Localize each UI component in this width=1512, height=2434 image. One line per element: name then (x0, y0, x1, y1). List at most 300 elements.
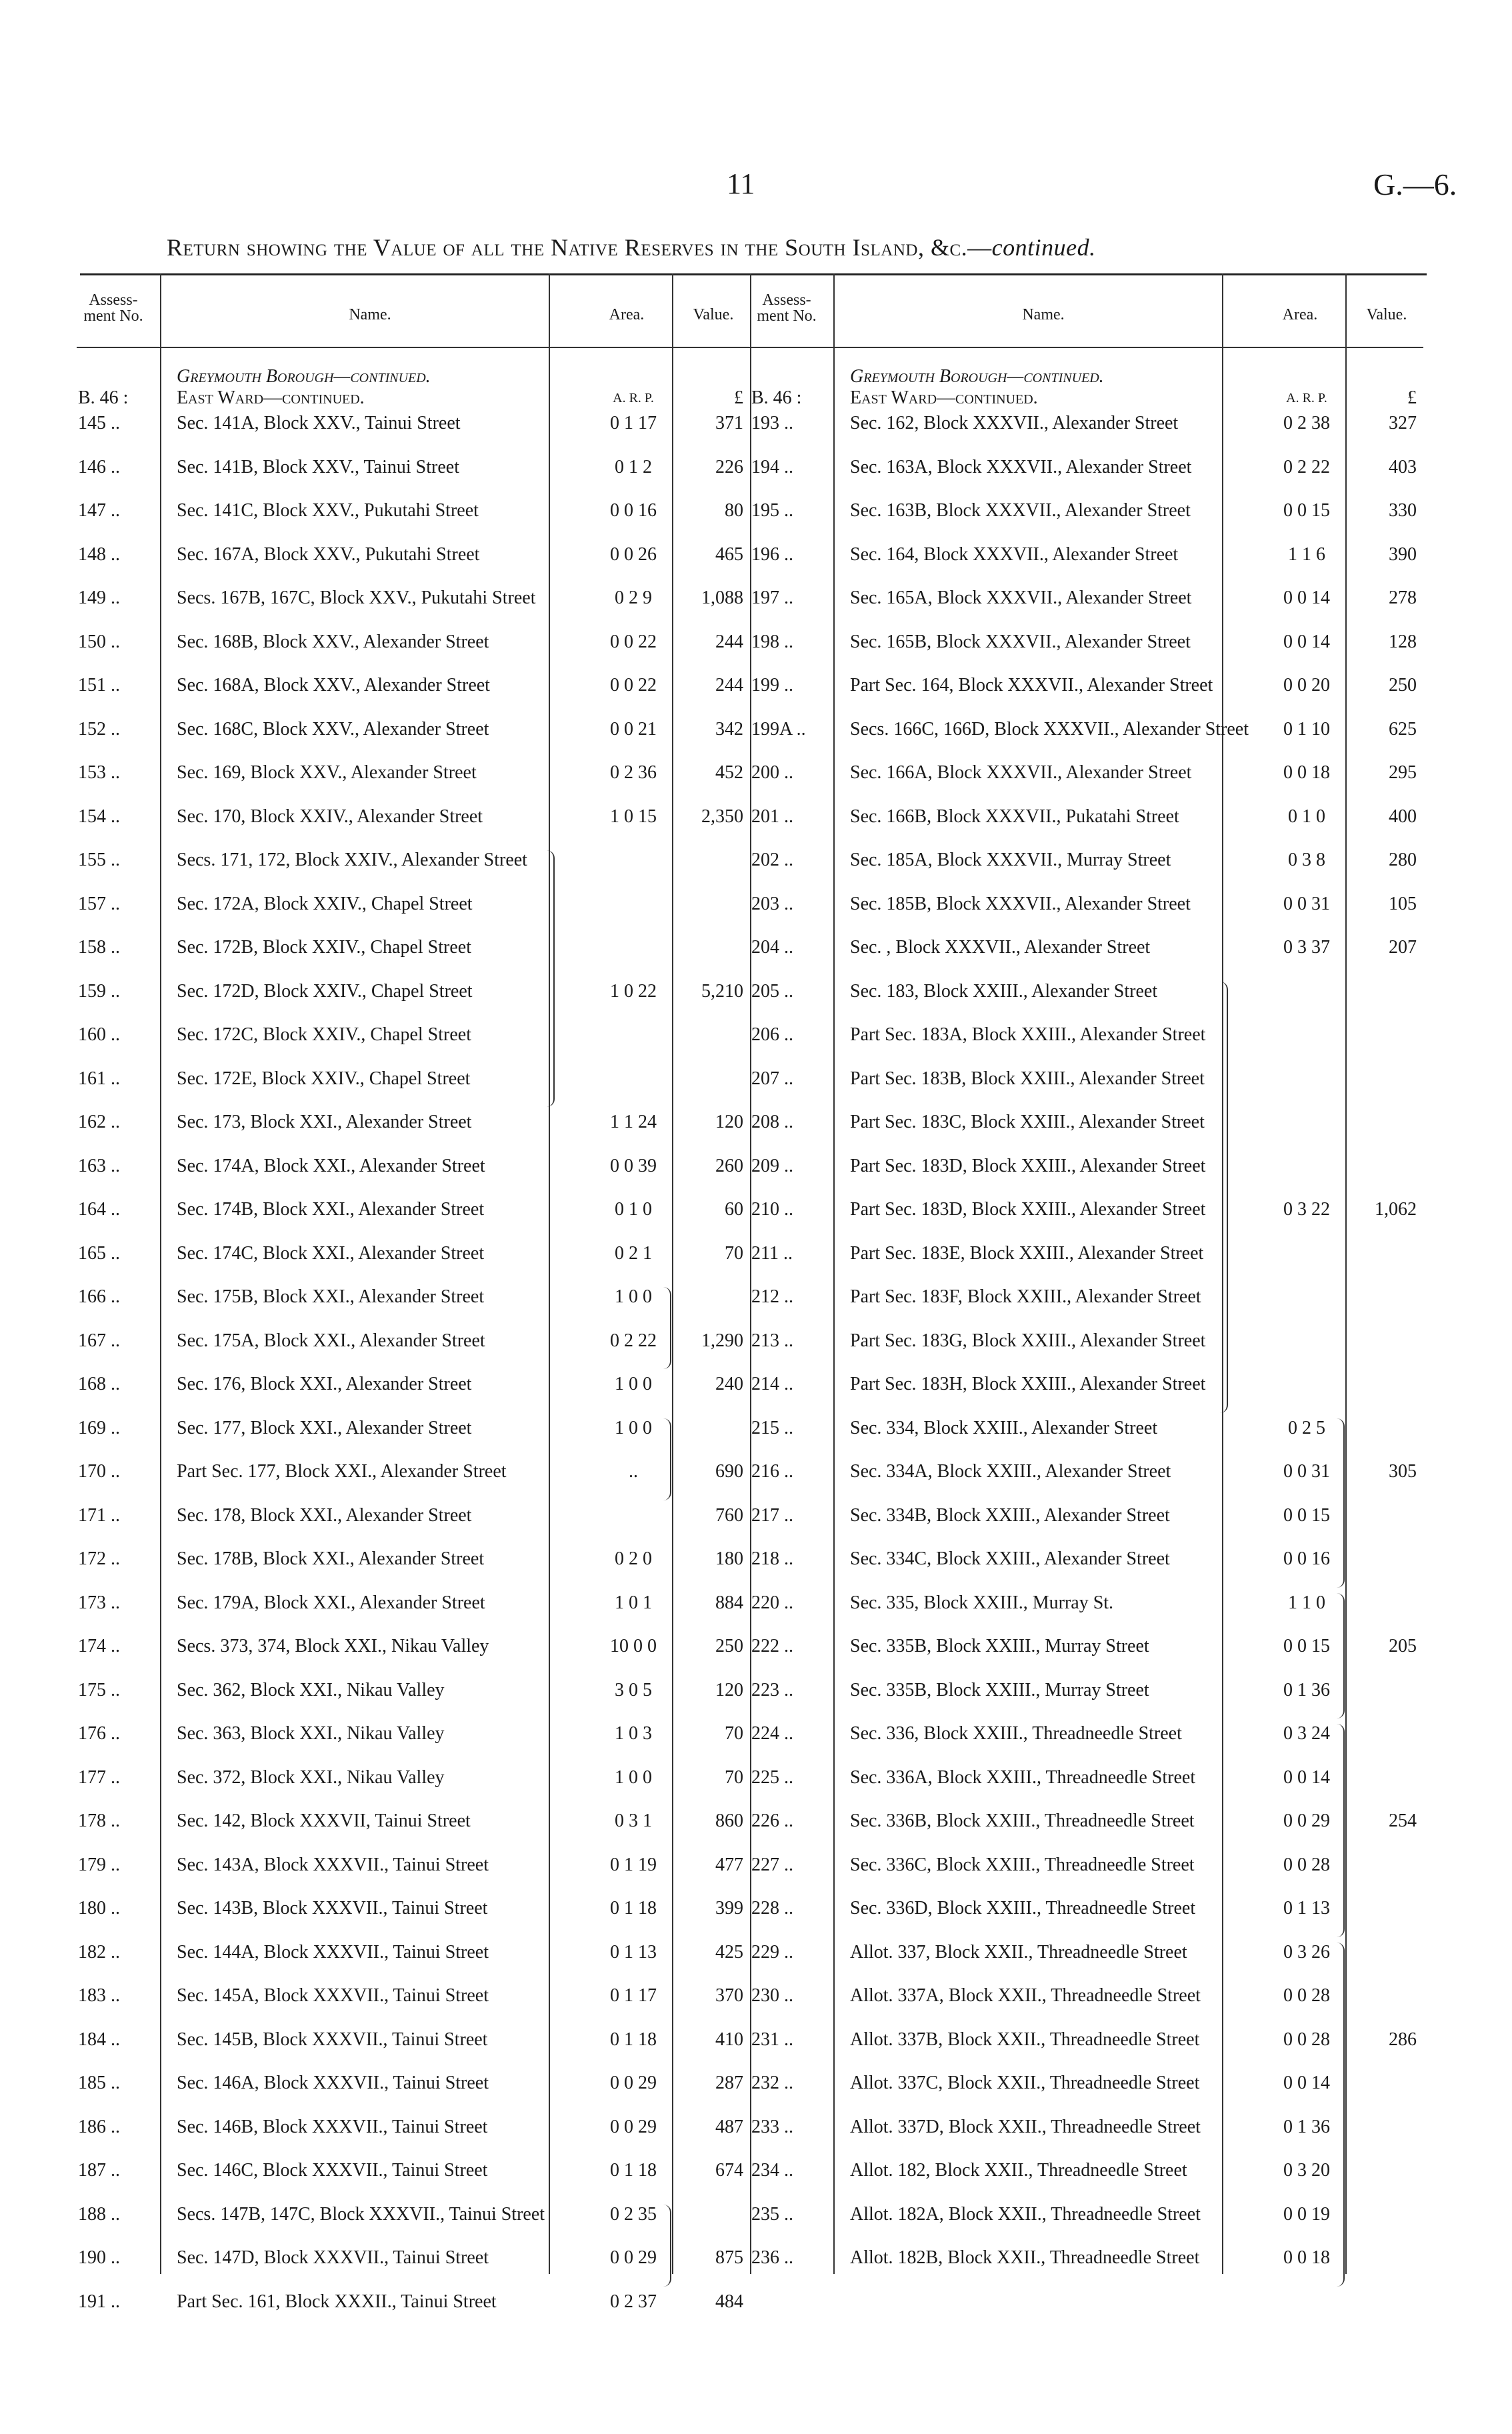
section-description: Sec. 183, Block XXIII., Alexander Street (850, 980, 1158, 1002)
right-table (750, 273, 1423, 2274)
assessment-number: 202 .. (751, 850, 793, 870)
section-description: Sec. 163A, Block XXXVII., Alexander Street (850, 456, 1192, 477)
assessment-number: 216 .. (751, 1461, 793, 1482)
section-description: Sec. 334C, Block XXIII., Alexander Street (850, 1548, 1170, 1569)
value-amount: 487 (715, 2116, 743, 2137)
section-description: Sec. 172B, Block XXIV., Chapel Street (177, 937, 471, 958)
value-amount: 70 (725, 1723, 743, 1744)
assessment-number: 171 .. (78, 1504, 120, 1526)
area-value: 0 0 22 (610, 631, 657, 652)
assessment-number: 179 .. (78, 1854, 120, 1875)
assessment-number: 176 .. (78, 1723, 120, 1744)
value-amount: 2,350 (701, 806, 743, 827)
value-amount: 690 (715, 1461, 743, 1482)
value-amount: 250 (715, 1636, 743, 1656)
assessment-number: 162 .. (78, 1112, 120, 1132)
area-value: 0 2 22 (610, 1330, 657, 1351)
assessment-number: 165 .. (78, 1242, 120, 1264)
value-amount: 399 (715, 1898, 743, 1919)
section-description: Sec. 334, Block XXIII., Alexander Street (850, 1417, 1158, 1438)
section-description: Part Sec. 183H, Block XXIII., Alexander Street (850, 1374, 1206, 1394)
value-amount: 390 (1389, 543, 1417, 565)
area-value: 0 0 15 (1283, 1504, 1330, 1526)
assessment-number: 166 .. (78, 1286, 120, 1307)
area-value: 0 0 29 (610, 2073, 657, 2093)
area-value: 0 0 18 (1283, 762, 1330, 783)
value-amount: 860 (715, 1810, 743, 1831)
column-rule (549, 273, 550, 2274)
assessment-number: 170 .. (78, 1461, 120, 1482)
area-value: 0 0 16 (1283, 1548, 1330, 1569)
section-description: Sec. 143A, Block XXXVII., Tainui Street (177, 1854, 489, 1875)
area-value: 0 0 28 (1283, 1985, 1330, 2006)
section-description: Allot. 337D, Block XXII., Threadneedle Street (850, 2116, 1201, 2137)
section-description: Sec. 141A, Block XXV., Tainui Street (177, 413, 461, 433)
area-value: 0 0 28 (1283, 2029, 1330, 2050)
area-value: 0 0 16 (610, 500, 657, 521)
area-value: 1 0 22 (610, 980, 657, 1002)
section-description: Allot. 182A, Block XXII., Threadneedle Street (850, 2203, 1201, 2225)
section-description: Sec. 147D, Block XXXVII., Tainui Street (177, 2247, 489, 2268)
assessment-number: 209 .. (751, 1155, 793, 1176)
area-value: 0 0 19 (1283, 2203, 1330, 2225)
grouping-brace (1337, 1943, 1345, 2287)
assessment-number: 195 .. (751, 500, 793, 521)
assessment-number: 151 .. (78, 675, 120, 696)
assessment-number: 230 .. (751, 1985, 793, 2006)
value-amount: 240 (715, 1374, 743, 1394)
assessment-number: 213 .. (751, 1330, 793, 1351)
section-description: Sec. 178B, Block XXI., Alexander Street (177, 1548, 485, 1569)
value-amount: 484 (715, 2291, 743, 2312)
b-prefix: B. 46 : (78, 387, 129, 408)
assessment-number: 150 .. (78, 631, 120, 652)
value-amount: 875 (715, 2247, 743, 2268)
area-value: 0 2 0 (615, 1548, 652, 1569)
section-description: Sec. 173, Block XXI., Alexander Street (177, 1112, 472, 1132)
value-amount: 244 (715, 675, 743, 696)
area-value: 0 0 22 (610, 675, 657, 696)
page-title (167, 233, 1367, 261)
section-description: Allot. 182B, Block XXII., Threadneedle Street (850, 2247, 1200, 2268)
section-description: Sec. 166A, Block XXXVII., Alexander Street (850, 762, 1192, 783)
value-amount: 305 (1389, 1461, 1417, 1482)
area-value: 0 0 14 (1283, 2073, 1330, 2093)
section-description: Secs. 147B, 147C, Block XXXVII., Tainui Street (177, 2203, 545, 2225)
ward-title: East Ward—continued. (850, 387, 1038, 408)
area-value: 0 2 1 (615, 1242, 652, 1264)
section-description: Sec. 163B, Block XXXVII., Alexander Street (850, 500, 1191, 521)
document-code: G.—6. (1373, 167, 1457, 201)
area-value: 1 0 0 (615, 1374, 652, 1394)
header-assessment: Assess-ment No. (757, 291, 817, 325)
section-description: Sec. 177, Block XXI., Alexander Street (177, 1417, 472, 1438)
section-description: Sec. 335, Block XXIII., Murray St. (850, 1592, 1114, 1613)
b-prefix: B. 46 : (751, 387, 802, 408)
assessment-number: 169 .. (78, 1417, 120, 1438)
area-value: 0 1 0 (1288, 806, 1325, 827)
value-amount: 70 (725, 1766, 743, 1788)
value-amount: 80 (725, 500, 743, 521)
value-amount: 884 (715, 1592, 743, 1613)
assessment-number: 204 .. (751, 937, 793, 958)
assessment-number: 236 .. (751, 2247, 793, 2268)
area-value: 1 1 6 (1288, 543, 1325, 565)
assessment-number: 184 .. (78, 2029, 120, 2050)
ward-title: East Ward—continued. (177, 387, 365, 408)
page-number: 11 (727, 167, 755, 200)
area-value: 0 1 18 (610, 1898, 657, 1919)
assessment-number: 214 .. (751, 1374, 793, 1394)
assessment-number: 234 .. (751, 2160, 793, 2181)
assessment-number: 198 .. (751, 631, 793, 652)
value-amount: 226 (715, 456, 743, 477)
area-value: 1 0 1 (615, 1592, 652, 1613)
section-description: Sec. 336C, Block XXIII., Threadneedle Street (850, 1854, 1195, 1875)
section-title: Greymouth Borough—continued. (850, 366, 1104, 387)
value-amount: 403 (1389, 456, 1417, 477)
assessment-number: 146 .. (78, 456, 120, 477)
assessment-number: 191 .. (78, 2291, 120, 2312)
area-value: 0 0 15 (1283, 1636, 1330, 1656)
section-description: Sec. 146C, Block XXXVII., Tainui Street (177, 2160, 488, 2181)
assessment-number: 224 .. (751, 1723, 793, 1744)
section-description: Sec. 185A, Block XXXVII., Murray Street (850, 850, 1171, 870)
section-description: Allot. 337, Block XXII., Threadneedle Street (850, 1941, 1187, 1963)
section-description: Sec. 169, Block XXV., Alexander Street (177, 762, 477, 783)
area-value: 0 1 0 (615, 1199, 652, 1220)
area-value: 0 3 26 (1283, 1941, 1330, 1963)
pound-sign: £ (734, 387, 743, 408)
assessment-number: 206 .. (751, 1024, 793, 1045)
section-description: Secs. 167B, 167C, Block XXV., Pukutahi Street (177, 587, 536, 608)
value-amount: 1,290 (701, 1330, 743, 1351)
assessment-number: 153 .. (78, 762, 120, 783)
section-description: Sec. 162, Block XXXVII., Alexander Street (850, 413, 1179, 433)
value-amount: 1,062 (1375, 1199, 1417, 1220)
assessment-number: 188 .. (78, 2203, 120, 2225)
assessment-number: 217 .. (751, 1504, 793, 1526)
value-amount: 625 (1389, 718, 1417, 740)
section-description: Sec. 165A, Block XXXVII., Alexander Street (850, 587, 1192, 608)
section-description: Sec. 167A, Block XXV., Pukutahi Street (177, 543, 480, 565)
area-value: 0 0 18 (1283, 2247, 1330, 2268)
assessment-number: 157 .. (78, 893, 120, 914)
header-rule (750, 347, 1423, 348)
area-value: 1 1 0 (1288, 1592, 1325, 1613)
title-continued: continued. (991, 234, 1096, 261)
assessment-number: 183 .. (78, 1985, 120, 2006)
value-amount: 1,088 (701, 587, 743, 608)
assessment-number: 161 .. (78, 1068, 120, 1089)
assessment-number: 193 .. (751, 413, 793, 433)
assessment-number: 168 .. (78, 1374, 120, 1394)
assessment-number: 220 .. (751, 1592, 793, 1613)
assessment-number: 226 .. (751, 1810, 793, 1831)
assessment-number: 147 .. (78, 500, 120, 521)
section-description: Sec. 146B, Block XXXVII., Tainui Street (177, 2116, 488, 2137)
assessment-number: 187 .. (78, 2160, 120, 2181)
assessment-number: 199 .. (751, 675, 793, 696)
assessment-number: 212 .. (751, 1286, 793, 1307)
value-amount: 370 (715, 1985, 743, 2006)
area-value: 0 0 29 (610, 2247, 657, 2268)
assessment-number: 223 .. (751, 1679, 793, 1700)
assessment-number: 152 .. (78, 718, 120, 740)
area-value: .. (629, 1461, 638, 1482)
header-value: Value. (1366, 306, 1407, 323)
section-description: Part Sec. 183B, Block XXIII., Alexander Street (850, 1068, 1205, 1089)
assessment-number: 201 .. (751, 806, 793, 827)
value-amount: 260 (715, 1155, 743, 1176)
section-description: Sec. 174B, Block XXI., Alexander Street (177, 1199, 485, 1220)
column-rule (1345, 273, 1347, 2274)
grouping-brace (547, 850, 555, 1107)
section-description: Part Sec. 183D, Block XXIII., Alexander Street (850, 1199, 1206, 1220)
section-description: Sec. 142, Block XXXVII, Tainui Street (177, 1810, 471, 1831)
grouping-brace (1337, 1418, 1345, 1588)
header-assessment: Assess-ment No. (83, 291, 143, 325)
area-value: 0 3 24 (1283, 1723, 1330, 1744)
area-value: 1 1 24 (610, 1112, 657, 1132)
value-amount: 371 (715, 413, 743, 433)
area-value: 1 0 0 (615, 1766, 652, 1788)
assessment-number: 194 .. (751, 456, 793, 477)
area-value: 0 0 20 (1283, 675, 1330, 696)
assessment-number: 160 .. (78, 1024, 120, 1045)
area-value: 0 3 37 (1283, 937, 1330, 958)
area-value: 0 2 5 (1288, 1417, 1325, 1438)
section-description: Sec. 334B, Block XXIII., Alexander Street (850, 1504, 1170, 1526)
section-description: Allot. 337C, Block XXII., Threadneedle Street (850, 2073, 1200, 2093)
header-value: Value. (693, 306, 734, 323)
area-value: 1 0 3 (615, 1723, 652, 1744)
section-description: Sec. 363, Block XXI., Nikau Valley (177, 1723, 445, 1744)
value-amount: 452 (715, 762, 743, 783)
section-description: Secs. 171, 172, Block XXIV., Alexander Street (177, 850, 527, 870)
assessment-number: 186 .. (78, 2116, 120, 2137)
value-amount: 5,210 (701, 980, 743, 1002)
assessment-number: 190 .. (78, 2247, 120, 2268)
section-description: Sec. 170, Block XXIV., Alexander Street (177, 806, 483, 827)
area-value: 0 1 17 (610, 413, 657, 433)
area-value: 0 0 21 (610, 718, 657, 740)
value-amount: 120 (715, 1679, 743, 1700)
area-value: 0 0 14 (1283, 1766, 1330, 1788)
area-value: 0 2 36 (610, 762, 657, 783)
value-amount: 465 (715, 543, 743, 565)
area-value: 0 2 37 (610, 2291, 657, 2312)
assessment-number: 203 .. (751, 893, 793, 914)
section-description: Sec. 144A, Block XXXVII., Tainui Street (177, 1941, 489, 1963)
header-area: Area. (1282, 306, 1318, 323)
section-description: Secs. 373, 374, Block XXI., Nikau Valley (177, 1636, 489, 1656)
pound-sign: £ (1407, 387, 1417, 408)
area-value: 10 0 0 (610, 1636, 657, 1656)
value-amount: 254 (1389, 1810, 1417, 1831)
assessment-number: 229 .. (751, 1941, 793, 1963)
section-description: Sec. 172D, Block XXIV., Chapel Street (177, 980, 473, 1002)
grouping-brace (1220, 982, 1228, 1413)
assessment-number: 233 .. (751, 2116, 793, 2137)
assessment-number: 222 .. (751, 1636, 793, 1656)
value-amount: 207 (1389, 937, 1417, 958)
grouping-brace (663, 2205, 671, 2287)
header-name: Name. (349, 306, 391, 323)
area-value: 0 3 22 (1283, 1199, 1330, 1220)
value-amount: 280 (1389, 850, 1417, 870)
section-description: Sec. 172C, Block XXIV., Chapel Street (177, 1024, 471, 1045)
section-description: Sec. 174A, Block XXI., Alexander Street (177, 1155, 485, 1176)
value-amount: 330 (1389, 500, 1417, 521)
assessment-number: 182 .. (78, 1941, 120, 1963)
grouping-brace (1337, 1724, 1345, 1937)
section-description: Sec. 164, Block XXXVII., Alexander Street (850, 543, 1179, 565)
assessment-number: 205 .. (751, 980, 793, 1002)
area-value: 0 0 29 (610, 2116, 657, 2137)
value-amount: 287 (715, 2073, 743, 2093)
area-value: 0 1 2 (615, 456, 652, 477)
area-units: A. R. P. (1286, 391, 1327, 405)
area-value: 0 2 38 (1283, 413, 1330, 433)
column-rule (672, 273, 673, 2274)
section-description: Sec. 168B, Block XXV., Alexander Street (177, 631, 489, 652)
assessment-number: 208 .. (751, 1112, 793, 1132)
value-amount: 120 (715, 1112, 743, 1132)
value-amount: 760 (715, 1504, 743, 1526)
section-description: Sec. 166B, Block XXXVII., Pukatahi Street (850, 806, 1179, 827)
grouping-brace (1337, 1593, 1345, 1719)
column-rule (833, 273, 835, 2274)
value-amount: 180 (715, 1548, 743, 1569)
section-description: Part Sec. 161, Block XXXII., Tainui Street (177, 2291, 497, 2312)
section-description: Sec. 141B, Block XXV., Tainui Street (177, 456, 459, 477)
area-value: 0 2 9 (615, 587, 652, 608)
value-amount: 70 (725, 1242, 743, 1264)
section-description: Sec. 336D, Block XXIII., Threadneedle Street (850, 1898, 1196, 1919)
header-area: Area. (609, 306, 645, 323)
value-amount: 286 (1389, 2029, 1417, 2050)
area-value: 0 1 36 (1283, 1679, 1330, 1700)
value-amount: 105 (1389, 893, 1417, 914)
section-description: Sec. 172E, Block XXIV., Chapel Street (177, 1068, 471, 1089)
assessment-number: 145 .. (78, 413, 120, 433)
value-amount: 278 (1389, 587, 1417, 608)
section-description: Sec. 336B, Block XXIII., Threadneedle Street (850, 1810, 1195, 1831)
section-description: Sec. 174C, Block XXI., Alexander Street (177, 1242, 485, 1264)
value-amount: 425 (715, 1941, 743, 1963)
area-value: 0 0 14 (1283, 587, 1330, 608)
area-value: 0 0 31 (1283, 893, 1330, 914)
section-description: Sec. 146A, Block XXXVII., Tainui Street (177, 2073, 489, 2093)
section-description: Sec. 372, Block XXI., Nikau Valley (177, 1766, 445, 1788)
value-amount: 205 (1389, 1636, 1417, 1656)
assessment-number: 158 .. (78, 937, 120, 958)
assessment-number: 185 .. (78, 2073, 120, 2093)
assessment-number: 155 .. (78, 850, 120, 870)
section-description: Sec. 168C, Block XXV., Alexander Street (177, 718, 489, 740)
section-title: Greymouth Borough—continued. (177, 366, 431, 387)
assessment-number: 154 .. (78, 806, 120, 827)
section-description: Part Sec. 164, Block XXXVII., Alexander Street (850, 675, 1213, 696)
area-value: 0 1 36 (1283, 2116, 1330, 2137)
left-table-header (77, 287, 750, 347)
section-description: Sec. 179A, Block XXI., Alexander Street (177, 1592, 485, 1613)
section-description: Part Sec. 183D, Block XXIII., Alexander Street (850, 1155, 1206, 1176)
section-description: Sec. 172A, Block XXIV., Chapel Street (177, 893, 473, 914)
value-amount: 400 (1389, 806, 1417, 827)
assessment-number: 207 .. (751, 1068, 793, 1089)
area-value: 0 3 20 (1283, 2160, 1330, 2181)
value-amount: 674 (715, 2160, 743, 2181)
assessment-number: 218 .. (751, 1548, 793, 1569)
assessment-number: 148 .. (78, 543, 120, 565)
value-amount: 128 (1389, 631, 1417, 652)
area-value: 0 0 26 (610, 543, 657, 565)
value-amount: 477 (715, 1854, 743, 1875)
section-description: Sec. 168A, Block XXV., Alexander Street (177, 675, 490, 696)
area-value: 0 1 13 (610, 1941, 657, 1963)
assessment-number: 163 .. (78, 1155, 120, 1176)
left-table (77, 273, 750, 2312)
column-rule (160, 273, 161, 2274)
value-amount: 60 (725, 1199, 743, 1220)
area-value: 1 0 0 (615, 1417, 652, 1438)
assessment-number: 196 .. (751, 543, 793, 565)
section-description: Sec. 175B, Block XXI., Alexander Street (177, 1286, 485, 1307)
area-value: 0 1 17 (610, 1985, 657, 2006)
value-amount: 295 (1389, 762, 1417, 783)
assessment-number: 175 .. (78, 1679, 120, 1700)
section-description: Part Sec. 183A, Block XXIII., Alexander Street (850, 1024, 1206, 1045)
section-description: Allot. 337B, Block XXII., Threadneedle Street (850, 2029, 1200, 2050)
assessment-number: 177 .. (78, 1766, 120, 1788)
assessment-number: 215 .. (751, 1417, 793, 1438)
area-value: 0 3 1 (615, 1810, 652, 1831)
section-description: Sec. , Block XXXVII., Alexander Street (850, 937, 1151, 958)
column-rule (750, 273, 751, 2274)
section-description: Sec. 175A, Block XXI., Alexander Street (177, 1330, 485, 1351)
assessment-number: 178 .. (78, 1810, 120, 1831)
area-value: 0 1 18 (610, 2029, 657, 2050)
section-description: Sec. 185B, Block XXXVII., Alexander Street (850, 893, 1191, 914)
area-value: 0 0 39 (610, 1155, 657, 1176)
assessment-number: 164 .. (78, 1199, 120, 1220)
area-value: 0 0 14 (1283, 631, 1330, 652)
section-description: Part Sec. 183C, Block XXIII., Alexander Street (850, 1112, 1205, 1132)
assessment-number: 210 .. (751, 1199, 793, 1220)
grouping-brace (663, 1418, 671, 1500)
grouping-brace (663, 1287, 671, 1369)
section-description: Sec. 141C, Block XXV., Pukutahi Street (177, 500, 479, 521)
area-value: 0 2 35 (610, 2203, 657, 2225)
area-value: 0 0 15 (1283, 500, 1330, 521)
assessment-number: 199A .. (751, 718, 806, 740)
assessment-number: 167 .. (78, 1330, 120, 1351)
section-description: Sec. 362, Block XXI., Nikau Valley (177, 1679, 445, 1700)
assessment-number: 235 .. (751, 2203, 793, 2225)
section-description: Sec. 145B, Block XXXVII., Tainui Street (177, 2029, 488, 2050)
section-description: Part Sec. 183E, Block XXIII., Alexander Street (850, 1242, 1204, 1264)
value-amount: 250 (1389, 675, 1417, 696)
value-amount: 327 (1389, 413, 1417, 433)
assessment-number: 232 .. (751, 2073, 793, 2093)
area-value: 0 1 18 (610, 2160, 657, 2181)
section-description: Part Sec. 183F, Block XXIII., Alexander Street (850, 1286, 1201, 1307)
area-value: 0 1 13 (1283, 1898, 1330, 1919)
assessment-number: 149 .. (78, 587, 120, 608)
assessment-number: 211 .. (751, 1242, 793, 1264)
